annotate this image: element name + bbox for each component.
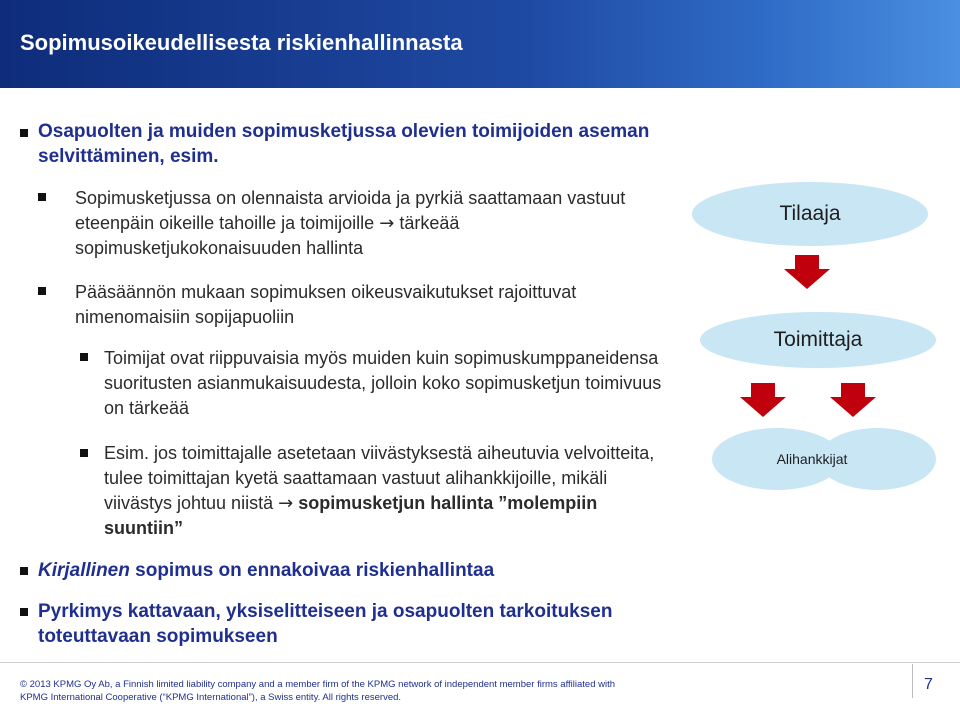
bullet-marker: [20, 567, 28, 575]
slide-title: Sopimusoikeudellisesta riskienhallinnasta: [20, 30, 463, 55]
bullet-marker: [38, 287, 46, 295]
bullet-subsub-2-emphasis: sopimusketjun hallinta ”molempiin suuntiin”: [104, 493, 598, 538]
bullet-marker: [20, 608, 28, 616]
ellipse-toimittaja: [700, 312, 936, 368]
bullet-sub-2: Pääsäännön mukaan sopimuksen oikeusvaikutukset rajoittuvat nimenomaisiin sopijapuoliin: [75, 282, 577, 327]
bullet-subsub-2: [104, 441, 674, 541]
footer-copyright: [20, 678, 615, 704]
bullet-sub-1-conclusion: tärkeää sopimusketjukokonaisuuden hallinta: [75, 213, 460, 258]
label-toimittaja: Toimittaja: [773, 328, 863, 351]
ellipse-tilaaja: [692, 182, 928, 246]
arrow-right-icon: →: [379, 213, 395, 234]
bullet-subsub-1: Toimijat ovat riippuvaisia myös muiden kuin sopimuskumppaneidensa suoritusten asianmukaisuudesta, jolloin koko sopimusketjun toimivuus on tärkeää: [104, 348, 662, 418]
arrow-right-icon: →: [278, 493, 294, 514]
page-number-divider: [912, 664, 913, 698]
bullet-subsub-2-text: Esim. jos toimittajalle asetetaan viivästyksestä aiheutuvia velvoitteita, tulee toimittajan kyetä saattamaan vastuut alihankkijoille, mikäli viivästys johtuu niistä: [104, 443, 655, 513]
bullet-main-2: [38, 558, 678, 583]
bullet-marker: [80, 449, 88, 457]
footer-divider: [0, 662, 960, 663]
bullet-main-2-text: sopimus on ennakoivaa riskienhallintaa: [135, 560, 495, 581]
bullet-sub-1-text: Sopimusketjussa on olennaista arvioida ja pyrkiä saattamaan vastuut eteenpäin oikeille tahoille ja toimijoille: [75, 188, 626, 233]
header-bar: [0, 0, 960, 88]
bullet-main-2-italic: Kirjallinen: [38, 560, 130, 581]
label-tilaaja: Tilaaja: [779, 202, 841, 225]
label-alihankkijat: Alihankkijat: [776, 451, 848, 467]
arrow-down-icon: [738, 383, 788, 419]
bullet-sub-1: [75, 186, 675, 261]
footer-line-1: © 2013 KPMG Oy Ab, a Finnish limited liability company and a member firm of the KPMG network of independent member firms affiliated with: [20, 679, 616, 690]
arrow-down-icon: [828, 383, 878, 419]
footer-line-2: KPMG International Cooperative (“KPMG International”), a Swiss entity. All rights reserved.: [20, 692, 402, 703]
bullet-main-1: Osapuolten ja muiden sopimusketjussa olevien toimijoiden aseman selvittäminen, esim.: [38, 121, 650, 167]
bullet-marker: [80, 353, 88, 361]
arrow-down-icon: [782, 255, 832, 291]
bullet-marker: [38, 193, 46, 201]
page-number: 7: [924, 676, 933, 693]
bullet-marker: [20, 129, 28, 137]
bullet-main-3: Pyrkimys kattavaan, yksiselitteiseen ja osapuolten tarkoituksen toteuttavaan sopimukseen: [38, 601, 613, 647]
